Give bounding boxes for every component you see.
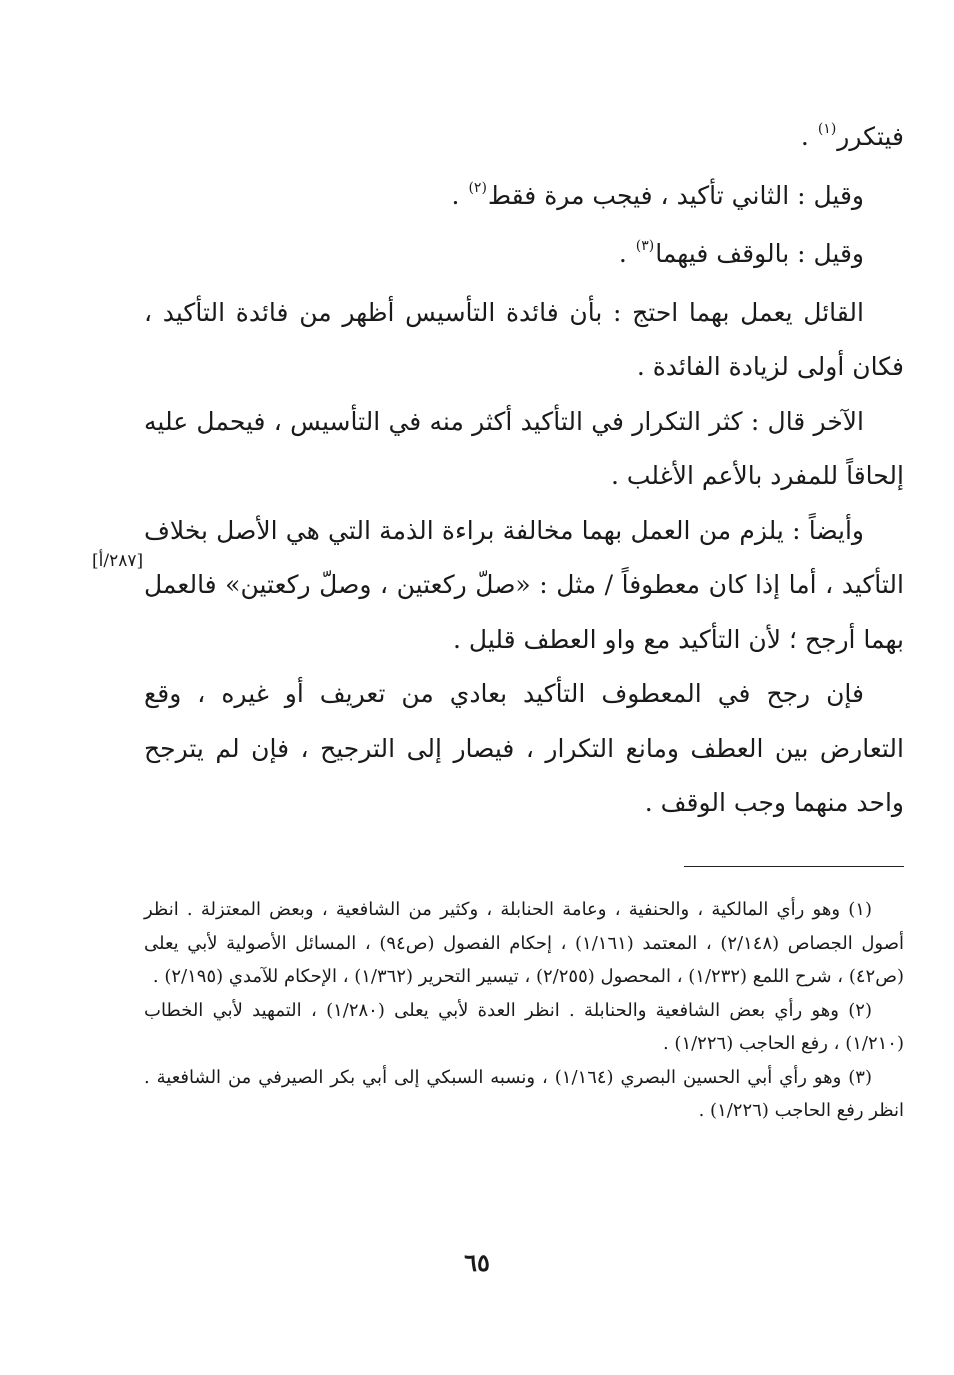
footnote-3: (٣) وهو رأي أبي الحسين البصري (١/١٦٤) ، ونسبه السبكي إلى أبي بكر الصيرفي من الشافعية . انظر رفع الحاجب (١/٢٢٦) . [144, 1066, 904, 1121]
footnote-ref-2: (٢) [468, 179, 487, 196]
manuscript-folio-note: [٢٨٧/أ] [92, 551, 144, 571]
paragraph-3-end: . [618, 239, 635, 268]
paragraph-1-end: . [800, 122, 817, 151]
paragraph-6: وأيضاً : يلزم من العمل بهما مخالفة براءة الذمة التي هي الأصل بخلاف التأكيد ، أما إذا كان معطوفاً / مثل : «صلّ ركعتين ، وصلّ ركعتين» فالعمل بهما أرجح ؛ لأن التأكيد مع واو العطف قليل . [144, 515, 904, 654]
footnote-separator [684, 866, 904, 867]
paragraph-2-end: . [451, 180, 468, 210]
paragraph-7: فإن رجح في المعطوف التأكيد بعادي من تعريف أو غيره ، وقع التعارض بين العطف ومانع التكرار ، فيصار إلى الترجيح ، فإن لم يترجح واحد منهما وجب الوقف . [144, 679, 904, 817]
footnotes [144, 893, 904, 1128]
paragraph-1-text: فيتكرر [837, 122, 904, 151]
paragraph-1 [144, 110, 904, 169]
page-number: ٦٥ [464, 1248, 490, 1277]
paragraph-2-text: وقيل : الثاني تأكيد ، فيجب مرة فقط [487, 180, 864, 210]
paragraph-5: الآخر قال : كثر التكرار في التأكيد أكثر منه في التأسيس ، فيحمل عليه إلحاقاً للمفرد بالأعم الأغلب . [144, 406, 904, 490]
paragraph-2 [144, 169, 904, 228]
footnote-ref-3: (٣) [635, 238, 655, 254]
footnote-2: (٢) وهو رأي بعض الشافعية والحنابلة . انظر العدة لأبي يعلى (١/٢٨٠) ، التمهيد لأبي الخطاب (١/٢١٠) ، رفع الحاجب (١/٢٢٦) . [144, 999, 904, 1054]
main-text [144, 110, 904, 831]
footnote-1: (١) وهو رأي المالكية ، والحنفية ، وعامة الحنابلة ، وكثير من الشافعية ، وبعض المعتزلة . انظر أصول الجصاص (٢/١٤٨) ، المعتمد (١/١٦١) ، إحكام الفصول (ص٩٤) ، المسائل الأصولية لأبي يعلى (ص٤٢) ، شرح اللمع (١/٢٣٢) ، المحصول (٢/٢٥٥) ، تيسير التحرير (١/٣٦٢) ، الإحكام للآمدي (٢/١٩٥) . [144, 899, 905, 987]
footnote-ref-1: (١) [817, 121, 837, 137]
paragraph-3-text: وقيل : بالوقف فيهما [655, 239, 864, 268]
paragraph-4: القائل يعمل بهما احتج : بأن فائدة التأسيس أظهر من فائدة التأكيد ، فكان أولى لزيادة الفائدة . [144, 297, 904, 381]
paragraph-3 [144, 227, 904, 286]
